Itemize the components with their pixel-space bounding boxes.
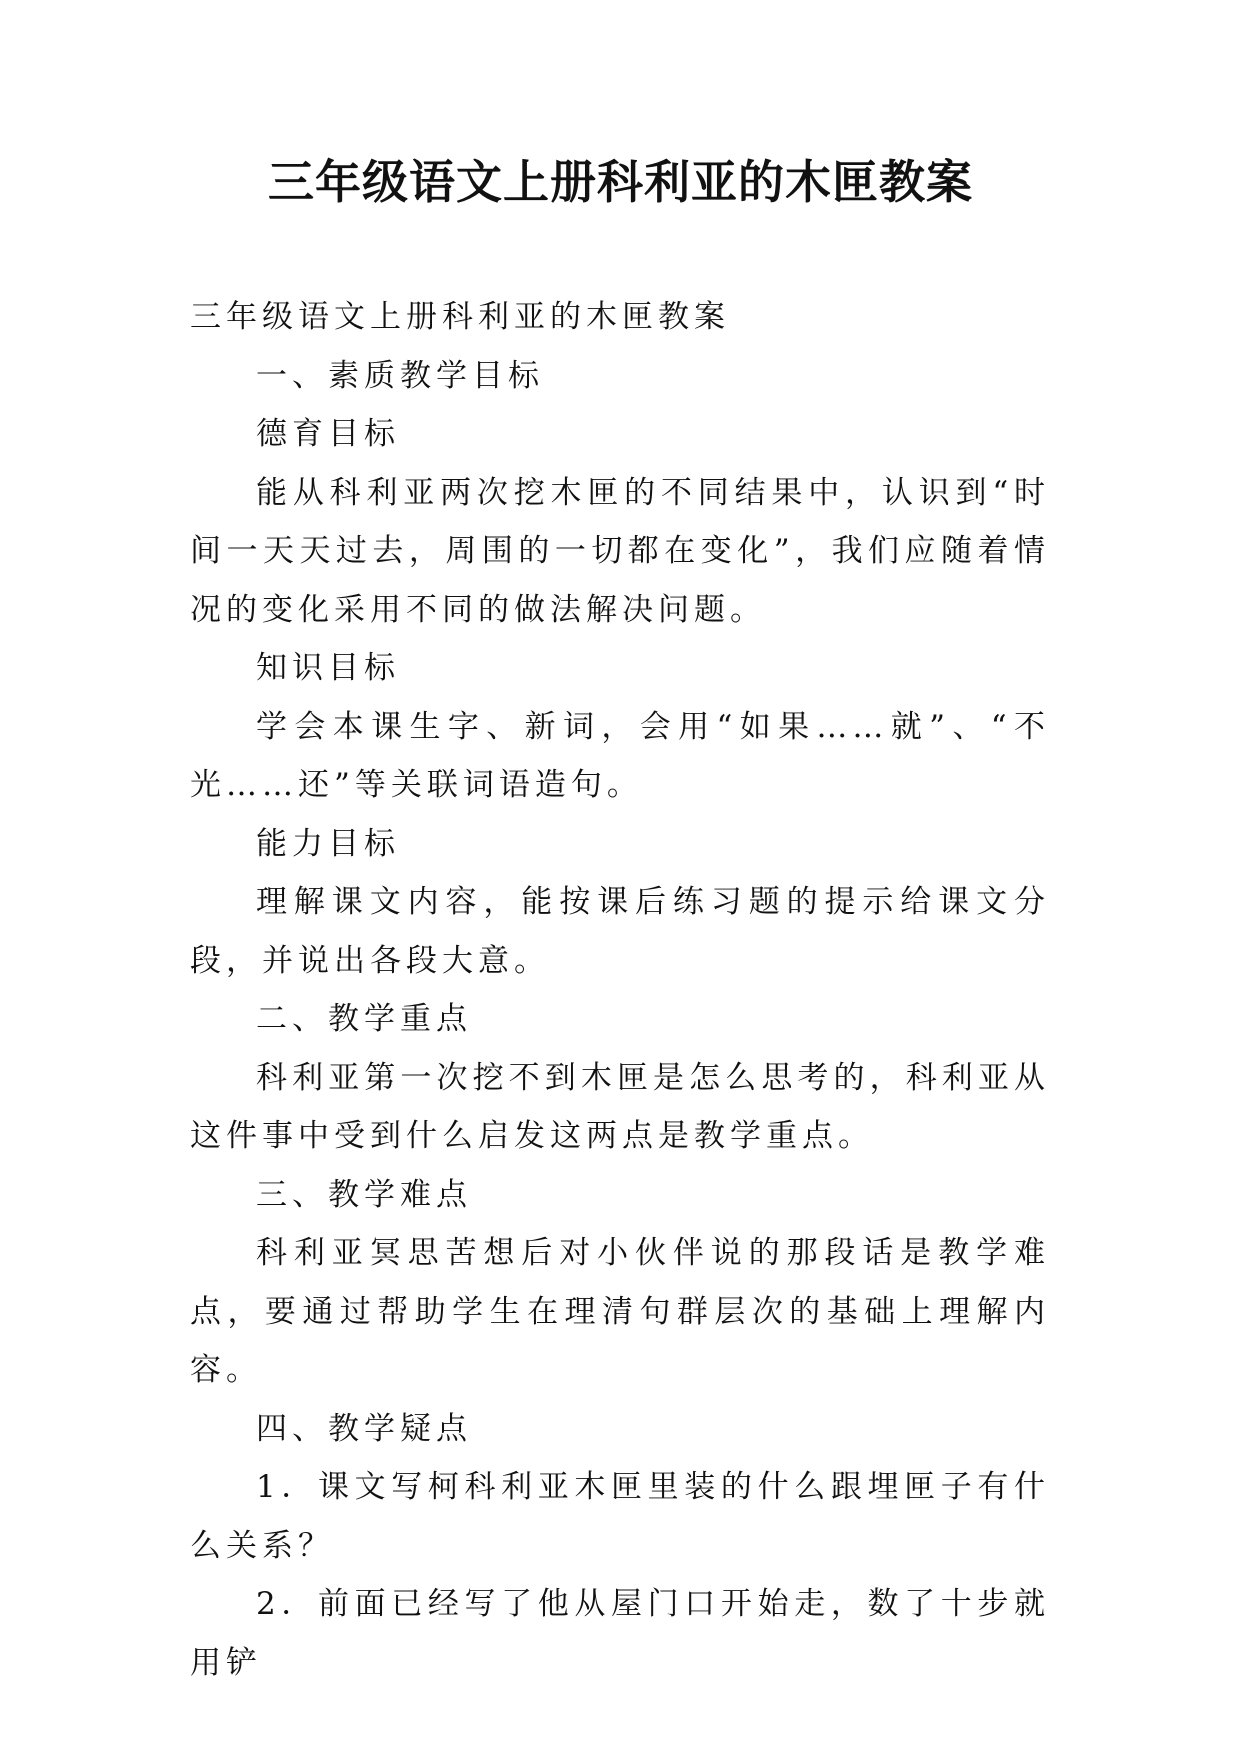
paragraph-ability: 理解课文内容，能按课后练习题的提示给课文分段，并说出各段大意。 [190,884,1050,979]
subheading-ability: 能力目标 [256,825,400,862]
section-heading-key-points: 二、教学重点 [256,1001,472,1037]
paragraph-difficulties: 科利亚冥思苦想后对小伙伴说的那段话是教学难点，要通过帮助学生在理清句群层次的基础上理解内容。 [190,1235,1050,1388]
subheading-moral: 德育目标 [256,416,400,452]
paragraph-heading: 三年级语文上册科利亚的木匣教案 [190,299,730,335]
section-heading-objectives: 一、素质教学目标 [256,357,544,394]
paragraph-doubt-1: 1．课文写柯科利亚木匣里装的什么跟埋匣子有什么关系？ [190,1469,1050,1564]
paragraph-moral: 能从科利亚两次挖木匣的不同结果中，认识到“时间一天天过去，周围的一切都在变化”，我们应随着情况的变化采用不同的做法解决问题。 [190,474,1050,628]
document-title: 三年级语文上册科利亚的木匣教案 [268,155,973,209]
paragraph-knowledge: 学会本课生字、新词，会用“如果……就”、“不光……还”等关联词语造句。 [190,708,1050,803]
subheading-knowledge: 知识目标 [256,650,400,686]
section-heading-difficulties: 三、教学难点 [256,1176,472,1213]
paragraph-doubt-2: 2．前面已经写了他从屋门口开始走，数了十步就用铲 [190,1586,1050,1681]
section-heading-doubts: 四、教学疑点 [256,1410,472,1447]
document-body [190,288,1050,1692]
paragraph-key-points: 科利亚第一次挖不到木匣是怎么思考的，科利亚从这件事中受到什么启发这两点是教学重点。 [190,1059,1050,1154]
